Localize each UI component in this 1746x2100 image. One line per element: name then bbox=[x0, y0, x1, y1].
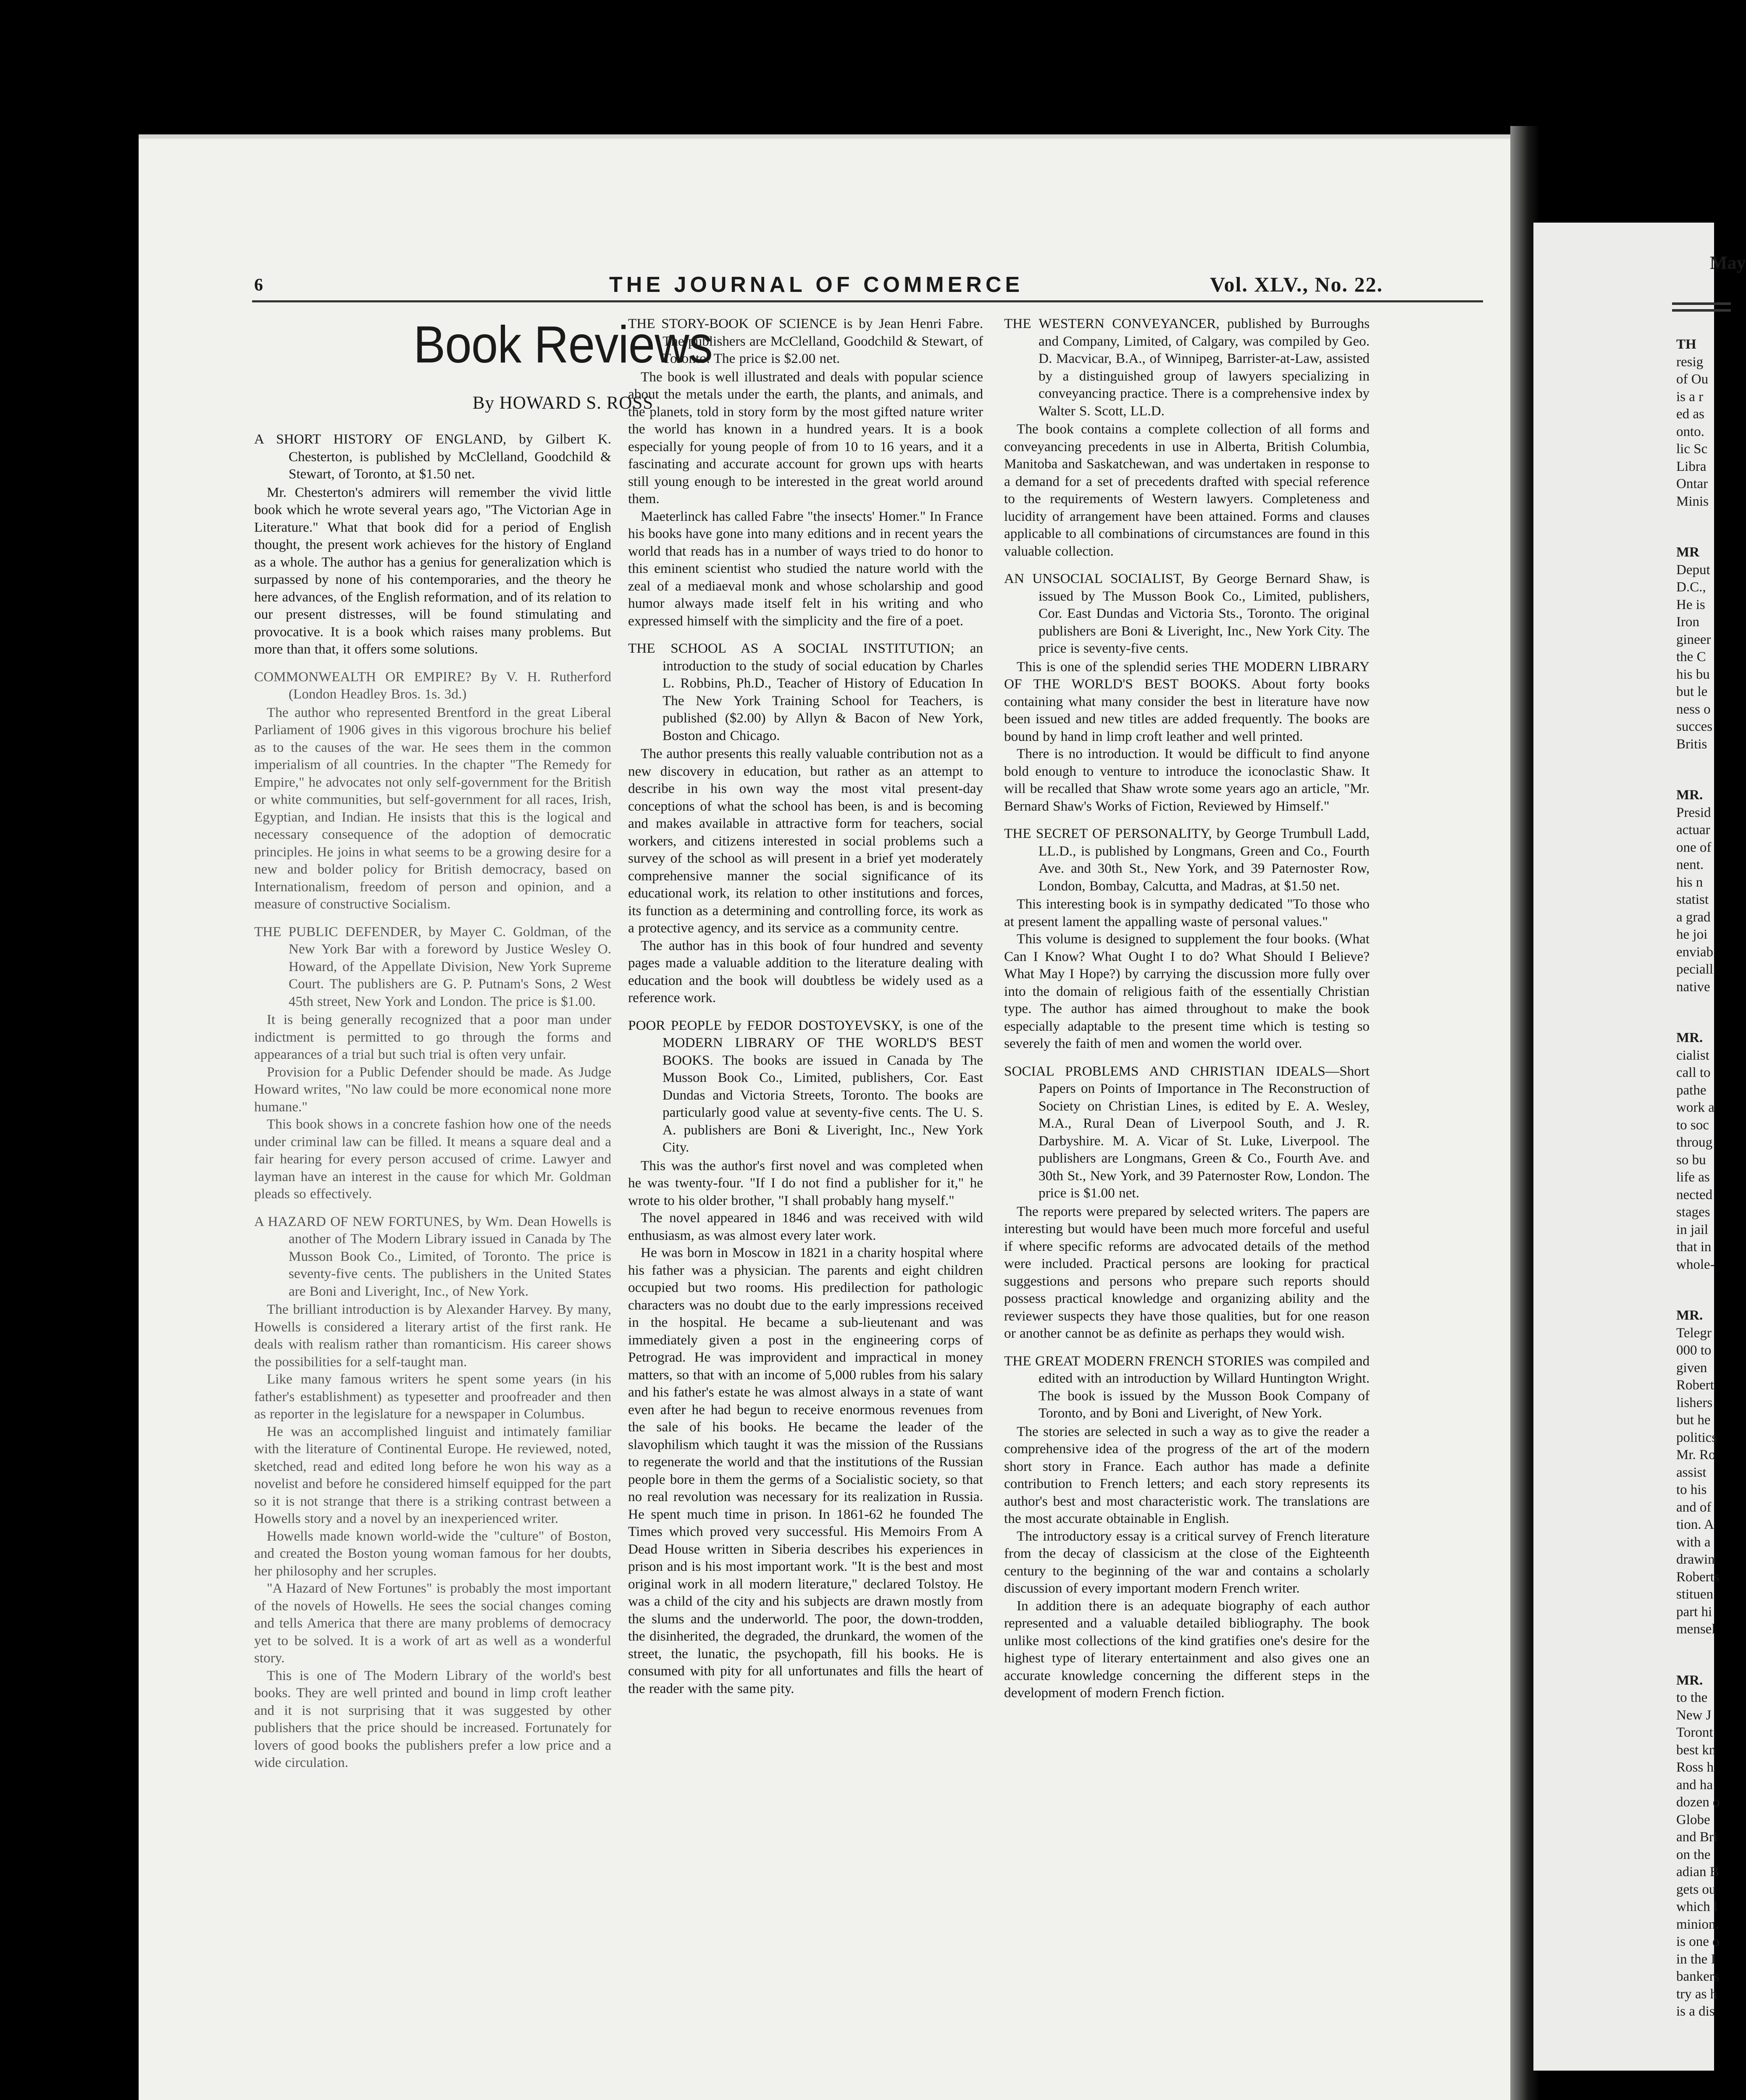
cut-off-line: assist bbox=[1676, 1465, 1707, 1480]
volume-number: Vol. XLV., No. 22. bbox=[1210, 273, 1383, 296]
book-review bbox=[1004, 570, 1370, 815]
review-paragraph: It is being generally recognized that a poor man under indictment is permitted to go through the forms and appearances of a trial but such trial is often very unfair. bbox=[254, 1012, 611, 1062]
header-rule bbox=[1672, 309, 1731, 312]
cut-off-line: given bbox=[1676, 1360, 1707, 1376]
section-title: Book Reviews bbox=[413, 316, 713, 374]
cut-off-line: so bu bbox=[1676, 1152, 1706, 1168]
cut-off-line: and ha bbox=[1676, 1777, 1713, 1793]
cut-off-line: to soc bbox=[1676, 1117, 1709, 1133]
cut-off-line: throug bbox=[1676, 1135, 1713, 1150]
cut-off-line: pathe bbox=[1676, 1082, 1707, 1098]
review-paragraph: Mr. Chesterton's admirers will remember the vivid little book which he wrote several years ago, "The Victorian Age in Literature." What that book did for a period of English thought, the present work achieves for the history of England as a whole. The author has a genius for generalization which is surpassed by none of his contemporaries, and the theory he here advances, of the English reformation, and of its relation to our present distresses, will be found stimulating and provocative. It is a book which raises many problems. But more than that, it offers some solutions. bbox=[254, 484, 611, 657]
book-review bbox=[628, 315, 983, 630]
cut-off-line: adian B bbox=[1676, 1864, 1719, 1880]
cut-off-line: enviab bbox=[1676, 944, 1713, 960]
line-gap bbox=[1676, 1273, 1718, 1307]
cut-off-line: Libra bbox=[1676, 459, 1707, 474]
cut-off-line: is a r bbox=[1676, 389, 1704, 404]
review-paragraph: The author presents this really valuable contribution not as a new discovery in education, but rather as an attempt to describe in his own way the most vital present-day conceptions of what the school has been, is and is becoming and makes available in attractive form for teachers, social workers, and citizens interested in social problems such a survey of the school as will present in a brief yet moderately comprehensive manner the social significance of its educational work, its relation to other institutions and forces, its function as a determining and controlling force, its work as a protective agency, and its service as a community centre. bbox=[628, 746, 983, 936]
header-rule bbox=[1672, 302, 1731, 305]
review-heading: THE GREAT MODERN FRENCH STORIES was compiled and edited with an introduction by Willard Huntington Wright. The book is issued by the Musson Book Company of Toronto, and by Boni and Liveright, of New York. bbox=[1004, 1353, 1370, 1421]
cut-off-line: Globe bbox=[1676, 1812, 1710, 1827]
review-heading: A HAZARD OF NEW FORTUNES, by Wm. Dean Howells is another of The Modern Library issued in Canada by The Musson Book Co., Limited, of Toronto. The price is seventy-five cents. The publishers in the United States are Boni and Liveright, Inc., of New York. bbox=[254, 1213, 611, 1299]
cut-off-line: whole- bbox=[1676, 1257, 1715, 1272]
cut-off-line: which l bbox=[1676, 1899, 1718, 1914]
cut-off-line: that in bbox=[1676, 1239, 1712, 1255]
newspaper-page bbox=[139, 134, 1525, 2100]
cut-off-line: MR. bbox=[1676, 788, 1703, 803]
review-paragraph: "A Hazard of New Fortunes" is probably the most important of the novels of Howells. He sees the social changes coming and tells America that there are many problems of democracy yet to be solved. It is a work of art as well as a wonderful story. bbox=[254, 1580, 611, 1666]
cut-off-line: in jail bbox=[1676, 1222, 1709, 1237]
book-review bbox=[254, 430, 611, 658]
cut-off-line: actuar bbox=[1676, 822, 1710, 837]
review-paragraph: This was the author's first novel and was completed when he was twenty-four. "If I do not find a publisher for it," he wrote to his older brother, "I shall probably hang myself." bbox=[628, 1158, 983, 1208]
cut-off-line: cialist bbox=[1676, 1047, 1709, 1063]
cut-off-line: Deput bbox=[1676, 562, 1710, 578]
cut-off-line: gets ou bbox=[1676, 1882, 1716, 1897]
cut-off-line: statist bbox=[1676, 892, 1709, 907]
review-heading: THE SECRET OF PERSONALITY, by George Trumbull Ladd, LL.D., is published by Longmans, Green and Co., Fourth Ave. and 30th St., New York, and 39 Paternoster Row, London, Bombay, Calcutta, and Madras, at $1.50 net. bbox=[1004, 826, 1370, 894]
book-review bbox=[254, 1213, 611, 1772]
cut-off-line: gineer bbox=[1676, 632, 1711, 647]
cut-off-line: part hi bbox=[1676, 1604, 1712, 1620]
line-gap bbox=[1676, 510, 1718, 544]
review-heading: THE WESTERN CONVEYANCER, published by Burroughs and Company, Limited, of Calgary, was compiled by Geo. D. Macvicar, B.A., of Winnipeg, Barrister-at-Law, assisted by a distinguished group of lawyers specializing in conveyancing practice. There is a comprehensive index by Walter S. Scott, LL.D. bbox=[1004, 316, 1370, 419]
cut-off-line: life as bbox=[1676, 1170, 1710, 1185]
review-paragraph: The book contains a complete collection of all forms and conveyancing precedents in use in Alberta, British Columbia, Manitoba and Saskatchewan, and was undertaken in response to a demand for a set of precedents drafted with special reference to the requirements of Western lawyers. Completeness and lucidity of arrangement have been attained. Forms and clauses applicable to all combinations of circumstances are found in this valuable collection. bbox=[1004, 421, 1370, 559]
cut-off-line: stages bbox=[1676, 1205, 1710, 1220]
cut-off-line: D.C., bbox=[1676, 580, 1706, 595]
review-heading: COMMONWEALTH OR EMPIRE? By V. H. Rutherford (London Headley Bros. 1s. 3d.) bbox=[254, 669, 611, 702]
cut-off-line: nent. bbox=[1676, 857, 1704, 872]
book-review bbox=[628, 1017, 983, 1698]
cut-off-line: minion. bbox=[1676, 1916, 1719, 1932]
cut-off-line: TH bbox=[1676, 337, 1696, 352]
cut-off-line: Roberts bbox=[1676, 1569, 1720, 1585]
review-paragraph: The book is well illustrated and deals with popular science about the metals under the earth, the plants, and animals, and the planets, told in story form by the most gifted nature writer the world has known in a hundred years. It is a book especially for young people of from 10 to 16 years, and it a fascinating and accurate account for grown ups with hearts still young enough to be interested in the great world around them. bbox=[628, 369, 983, 507]
cut-off-line: is a dis bbox=[1676, 2004, 1715, 2019]
page-number: 6 bbox=[254, 276, 263, 295]
review-heading: POOR PEOPLE by FEDOR DOSTOYEVSKY, is one of the MODERN LIBRARY OF THE WORLD'S BEST BOOKS. The books are issued in Canada by The Musson Book Co., Limited, publishers, Cor. East Dundas and Victoria Streets, Toronto. The books are particularly good value at seventy-five cents. The U. S. A. publishers are Boni & Liveright, Inc., New York City. bbox=[628, 1017, 983, 1155]
cut-off-line: Ross h bbox=[1676, 1760, 1714, 1775]
cut-off-line: ness o bbox=[1676, 701, 1711, 717]
review-paragraph: The reports were prepared by selected writers. The papers are interesting but would have been much more forceful and useful if where specific reforms are advocated details of the method were included. Practical persons are looking for practical suggestions and persons who prepare such reports should possess practical knowledge and organizing ability and the reviewer suspects they have those qualities, but for one reason or another cannot be as definite as perhaps they would wish. bbox=[1004, 1203, 1370, 1341]
book-review bbox=[1004, 1063, 1370, 1342]
cut-off-line: lic Sc bbox=[1676, 441, 1708, 457]
cut-off-line: politics bbox=[1676, 1430, 1717, 1445]
cut-off-line: call to bbox=[1676, 1065, 1711, 1080]
book-review bbox=[254, 923, 611, 1203]
cut-off-line: in the I bbox=[1676, 1951, 1716, 1967]
book-review bbox=[628, 640, 983, 1007]
cut-off-line: He is bbox=[1676, 597, 1705, 612]
journal-title: THE JOURNAL OF COMMERCE bbox=[609, 273, 1024, 297]
cut-off-line: try as h bbox=[1676, 1986, 1717, 2002]
cut-off-line: Mr. Ro bbox=[1676, 1447, 1716, 1462]
line-gap bbox=[1676, 753, 1718, 787]
review-paragraph: Maeterlinck has called Fabre "the insects' Homer." In France his books have gone into many editions and in recent years the world that reads has in a number of ways tried to do honor to this eminent scientist who studied the nature world with the zeal of a mediaeval monk and whose scholarship and good humor always made itself felt in his writing and who expressed himself with the simplicity and the fire of a poet. bbox=[628, 508, 983, 629]
cut-off-line: of Ou bbox=[1676, 372, 1709, 387]
cut-off-line: MR. bbox=[1676, 1308, 1703, 1323]
cut-off-line: Ontar bbox=[1676, 476, 1708, 491]
section-byline: By HOWARD S. ROSS bbox=[472, 393, 654, 413]
cut-off-line: native bbox=[1676, 979, 1710, 995]
cut-off-line: Telegr bbox=[1676, 1325, 1712, 1341]
text-column-3 bbox=[1004, 315, 1370, 1712]
review-paragraph: He was born in Moscow in 1821 in a charity hospital where his father was a physician. The parents and eight children occupied but two rooms. His predilection for pathologic characters was no doubt due to the early impressions received in the hospital. He became a sub-lieutenant and was immediately given a post in the engineering corps of Petrograd. He was improvident and impractical in money matters, so that with an income of 5,000 rubles from his salary and his father's estate he was almost always in a state of want even after he had begun to receive enormous revenues from the sale of his books. He became the leader of the slavophilism which taught it was the mission of the Russians to regenerate the world and that the institutions of the Russian people bore in them the germs of a Socialistic society, so that no real revolution was necessary for its realization in Russia. He spent much time in prison. In 1861-62 he founded The Times which proved very successful. His Memoirs From A Dead House written in Siberia describes his experiences in prison and is his most important work. "It is the best and most original work in all modern literature," declared Tolstoy. He was a child of the city and his subjects are drawn mostly from the slums and the underworld. The poor, the down-trodden, the disinherited, the degraded, the drunkard, the women of the street, the lunatic, the psychopath, fill his books. He is consumed with pity for all unfortunates and fills the heart of the reader with the same pity. bbox=[628, 1245, 983, 1696]
review-heading: AN UNSOCIAL SOCIALIST, By George Bernard Shaw, is issued by The Musson Book Co., Limited, publishers, Cor. East Dundas and Victoria Sts., Toronto. The original publishers are Boni & Liveright, Inc., New York City. The price is seventy-five cents. bbox=[1004, 571, 1370, 656]
cut-off-line: dozen o bbox=[1676, 1795, 1720, 1810]
cut-off-line: but he bbox=[1676, 1412, 1711, 1428]
cut-off-line: is one o bbox=[1676, 1934, 1720, 1949]
review-paragraph: In addition there is an adequate biography of each author represented and a valuable detailed bibliography. The book unlike most collections of the kind gratifies one's desire for the highest type of literary entertainment and also gives one an accurate knowledge concerning the different steps in the development of modern French fiction. bbox=[1004, 1598, 1370, 1701]
cut-off-line: MR bbox=[1676, 545, 1699, 560]
cut-off-line: bankers bbox=[1676, 1969, 1720, 1984]
text-column-1 bbox=[254, 430, 611, 1782]
cut-off-line: the C bbox=[1676, 649, 1706, 664]
cut-off-line: mensel bbox=[1676, 1622, 1716, 1637]
book-review bbox=[254, 668, 611, 913]
review-paragraph: Provision for a Public Defender should be made. As Judge Howard writes, "No law could be more economical none more humane." bbox=[254, 1064, 611, 1115]
review-heading: THE STORY-BOOK OF SCIENCE is by Jean Henri Fabre. The publishers are McClelland, Goodchild & Stewart, of Toronto. The price is $2.00 net. bbox=[628, 316, 983, 366]
cut-off-line: ed as bbox=[1676, 407, 1704, 422]
cut-off-line: onto. bbox=[1676, 424, 1704, 439]
review-heading: THE SCHOOL AS A SOCIAL INSTITUTION; an introduction to the study of social education by Charles L. Robbins, Ph.D., Teacher of History of Education In The New York Training School for Teachers, is published ($2.00) by Allyn & Bacon of New York, Boston and Chicago. bbox=[628, 640, 983, 743]
review-paragraph: The novel appeared in 1846 and was received with wild enthusiasm, as was almost every later work. bbox=[628, 1210, 983, 1243]
cut-off-line: lishers bbox=[1676, 1395, 1713, 1410]
book-review bbox=[1004, 825, 1370, 1053]
review-paragraph: He was an accomplished linguist and intimately familiar with the literature of Continental Europe. He reviewed, noted, sketched, read and edited long before he won his way as a novelist and before he considered himself equipped for the part so it is not strange that there is a striking contrast between a Howells story and a novel by an inexperienced writer. bbox=[254, 1423, 611, 1526]
cut-off-line: peciall bbox=[1676, 962, 1713, 977]
adjacent-page-fragment bbox=[1533, 223, 1746, 2071]
adjacent-page-header: May bbox=[1710, 252, 1746, 273]
cut-off-line: his n bbox=[1676, 874, 1703, 890]
review-heading: THE PUBLIC DEFENDER, by Mayer C. Goldman, of the New York Bar with a foreword by Justice Wesley O. Howard, of the Appellate Division, New York Supreme Court. The publishers are G. P. Putnam's Sons, 2 West 45th street, New York and London. The price is $1.00. bbox=[254, 924, 611, 1009]
cut-off-line: resig bbox=[1676, 354, 1704, 370]
line-gap bbox=[1676, 996, 1718, 1029]
cut-off-line: drawin bbox=[1676, 1552, 1715, 1567]
review-paragraph: There is no introduction. It would be difficult to find anyone bold enough to venture to introduce the iconoclastic Shaw. It will be recalled that Shaw wrote some years ago an article, "Mr. Bernard Shaw's Works of Fiction, Reviewed by Himself." bbox=[1004, 746, 1370, 814]
cut-off-line: but le bbox=[1676, 684, 1708, 699]
cut-off-line: to the bbox=[1676, 1690, 1708, 1705]
review-paragraph: The stories are selected in such a way as to give the reader a comprehensive idea of the progress of the art of the modern short story in France. Each author has made a definite contribution to French letters; and each story represents its author's best and most characteristic work. The translations are the most accurate obtainable in English. bbox=[1004, 1423, 1370, 1526]
cut-off-line: MR. bbox=[1676, 1672, 1703, 1688]
review-paragraph: This is one of The Modern Library of the world's best books. They are well printed and bound in limp croft leather and it is not surprising that it was suggested by other publishers that the price should be increased. Fortunately for lovers of good books the publishers prefer a low price and a wide circulation. bbox=[254, 1667, 611, 1770]
line-gap bbox=[1676, 1638, 1718, 1672]
cut-off-line: stituen bbox=[1676, 1587, 1713, 1602]
review-heading: SOCIAL PROBLEMS AND CHRISTIAN IDEALS—Short Papers on Points of Importance in The Reconstruction of Society on Christian Lines, is edited by E. A. Wesley, M.A., Rural Dean of Liverpool South, and J. R. Darbyshire. M. A. Vicar of St. Luke, Liverpool. The publishers are Longmans, Green & Co., Fourth Ave. and 30th St., New York, and 39 Paternoster Row, London. The price is $1.00 net. bbox=[1004, 1063, 1370, 1201]
cut-off-line: a grad bbox=[1676, 909, 1711, 925]
cut-off-line: and Bri bbox=[1676, 1830, 1718, 1845]
cut-off-line: Robert bbox=[1676, 1378, 1714, 1393]
cut-off-line: best kn bbox=[1676, 1742, 1716, 1758]
review-heading: A SHORT HISTORY OF ENGLAND, by Gilbert K. Chesterton, is published by McClelland, Goodchild & Stewart, of Toronto, at $1.50 net. bbox=[254, 431, 611, 482]
cut-off-line: Toront bbox=[1676, 1725, 1713, 1740]
cut-off-line: Minis bbox=[1676, 494, 1709, 509]
cut-off-line: he joi bbox=[1676, 927, 1708, 942]
cut-off-line: one of bbox=[1676, 840, 1712, 855]
cut-off-line: Presid bbox=[1676, 805, 1711, 820]
text-column-2 bbox=[628, 315, 983, 1707]
review-paragraph: Howells made known world-wide the "culture" of Boston, and created the Boston young woman famous for her doubts, her philosophy and her scruples. bbox=[254, 1528, 611, 1579]
cut-off-line: and of bbox=[1676, 1499, 1712, 1515]
cut-off-line: 000 to bbox=[1676, 1343, 1712, 1358]
adjacent-page-text bbox=[1676, 336, 1718, 2021]
cut-off-line: MR. bbox=[1676, 1030, 1703, 1045]
review-paragraph: This is one of the splendid series THE MODERN LIBRARY OF THE WORLD'S BEST BOOKS. About forty books containing what many consider the best in literature have now been issued and new titles are added frequently. The books are bound by hand in limp croft leather and well printed. bbox=[1004, 659, 1370, 744]
cut-off-line: New J bbox=[1676, 1707, 1712, 1723]
cut-off-line: work a bbox=[1676, 1100, 1714, 1115]
cut-off-line: to his bbox=[1676, 1482, 1707, 1497]
book-review bbox=[1004, 315, 1370, 560]
cut-off-line: with a bbox=[1676, 1534, 1711, 1550]
cut-off-line: his bu bbox=[1676, 667, 1710, 682]
review-paragraph: The brilliant introduction is by Alexander Harvey. By many, Howells is considered a literary artist of the first rank. He deals with realism rather than romanticism. His career shows the possibilities for a self-taught man. bbox=[254, 1302, 611, 1370]
cut-off-line: nected bbox=[1676, 1187, 1713, 1202]
header-rule bbox=[252, 300, 1483, 302]
review-paragraph: This volume is designed to supplement the four books. (What Can I Know? What Ought I to do? What Should I Believe? What May I Hope?) by carrying the discussion more fully over into the domain of religious faith of the essentially Christian type. The author has aimed throughout to make the book especially adaptable to the present time which is testing so severely the faith of men and women the world over. bbox=[1004, 931, 1370, 1051]
book-review bbox=[1004, 1352, 1370, 1702]
cut-off-line: on the bbox=[1676, 1847, 1711, 1862]
cut-off-line: Iron bbox=[1676, 614, 1699, 630]
review-paragraph: This book shows in a concrete fashion how one of the needs under criminal law can be filled. It means a square deal and a fair hearing for every person accused of crime. Lawyer and layman have an interest in the cause for which Mr. Goldman pleads so effectively. bbox=[254, 1116, 611, 1202]
review-paragraph: Like many famous writers he spent some years (in his father's establishment) as typesetter and proofreader and then as reporter in the legislature for a newspaper in Columbus. bbox=[254, 1371, 611, 1422]
cut-off-line: succes bbox=[1676, 719, 1713, 734]
cut-off-line: tion. A bbox=[1676, 1517, 1714, 1532]
review-paragraph: The author has in this book of four hundred and seventy pages made a valuable addition to the literature dealing with education and the book will doubtless be widely used as a reference work. bbox=[628, 937, 983, 1005]
review-paragraph: This interesting book is in sympathy dedicated "To those who at present lament the appalling waste of personal values." bbox=[1004, 896, 1370, 929]
cut-off-line: Britis bbox=[1676, 736, 1707, 752]
review-paragraph: The author who represented Brentford in the great Liberal Parliament of 1906 gives in this vigorous brochure his belief as to the causes of the war. He sees them in the common imperialism of all countries. In the chapter "The Remedy for Empire," he advocates not only self-government for the British or white communities, but self-government for all races, Irish, Egyptian, and Indian. He insists that this is the logical and necessary consequence of the adoption of democratic principles. He joins in what seems to be a growing desire for a new and bolder policy for British democracy, based on Internationalism, freedom of person and opinion, and a measure of constructive Socialism. bbox=[254, 704, 611, 912]
review-paragraph: The introductory essay is a critical survey of French literature from the decay of classicism at the close of the Eighteenth century to the beginning of the war and contains a scholarly discussion of every important modern French writer. bbox=[1004, 1528, 1370, 1596]
